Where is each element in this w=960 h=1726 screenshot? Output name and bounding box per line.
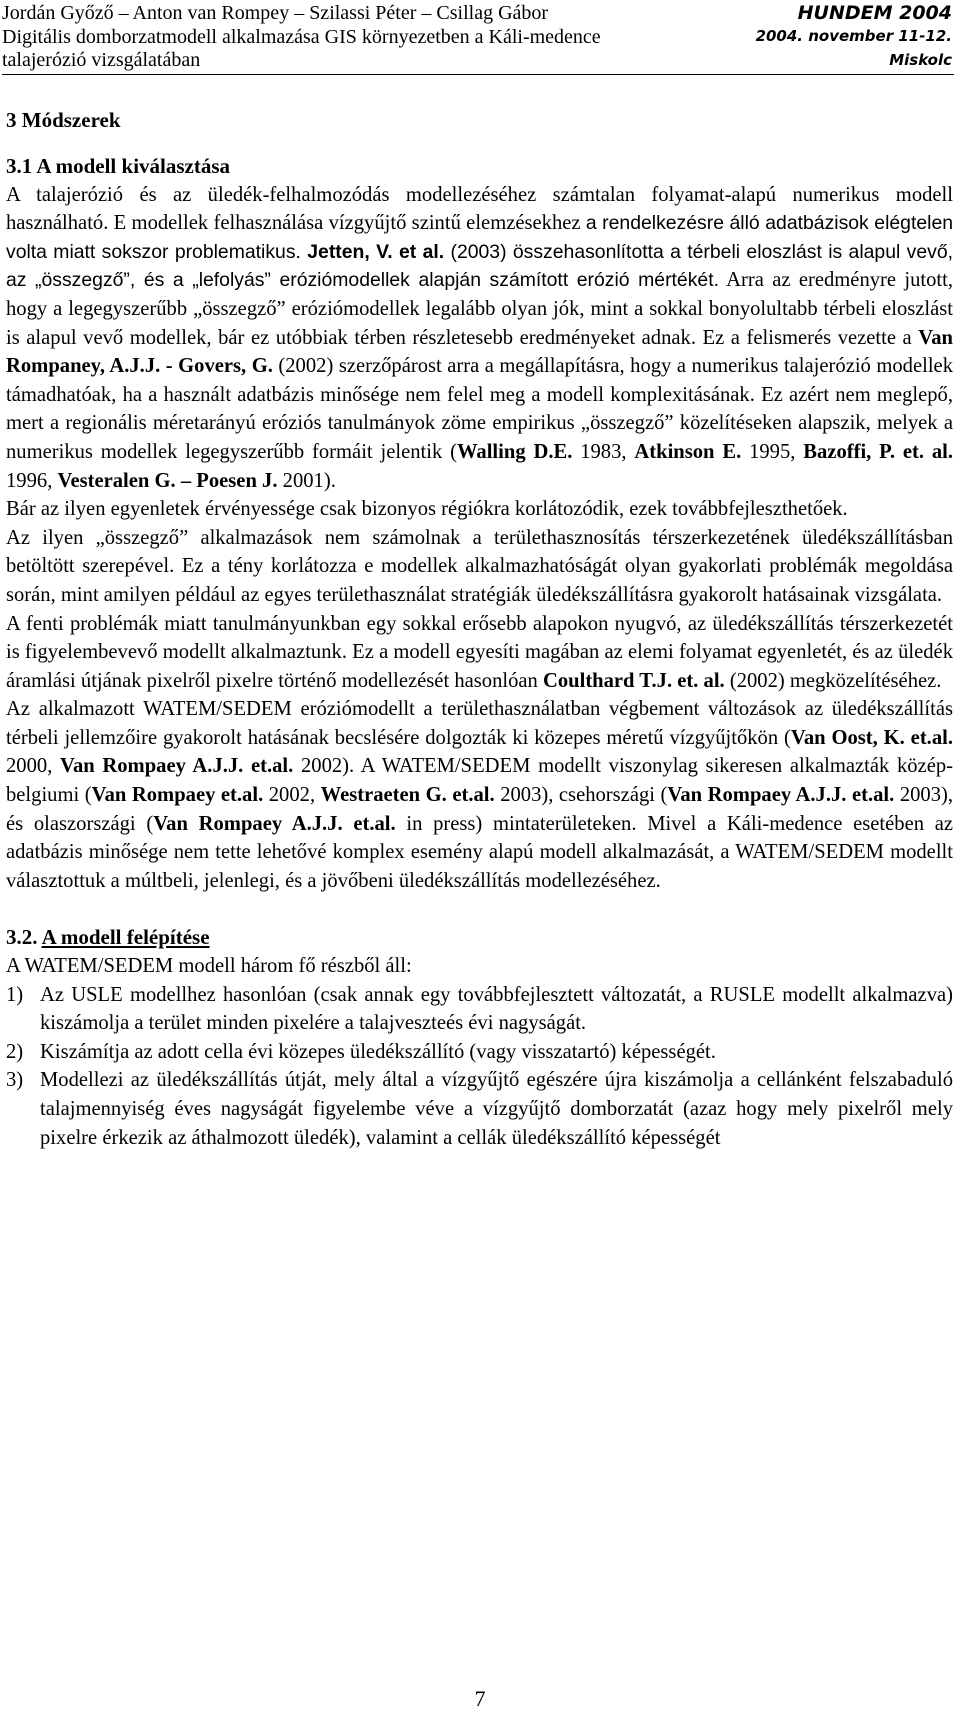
spacer [6, 895, 953, 923]
text-run: (2003) összehasonlította a térbeli eloszlást is alapul vevő, az „összegző”, és a „lefolyás” eróziómodellek alapján számított erózió mértékét. [6, 240, 953, 292]
paragraph: Bár az ilyen egyenletek érvényessége csak bizonyos régiókra korlátozódik, ezek továbbfejleszthetőek. [6, 498, 848, 521]
paragraph [6, 610, 953, 696]
list-item [6, 1066, 953, 1152]
citation: Van Rompaey A.J.J. et.al. [153, 812, 396, 835]
text-run: 2002). A WATEM/SEDEM modellt viszonylag sikeresen alkalmazták közép-belgiumi ( [6, 755, 953, 807]
list-text: Az USLE modellhez hasonlóan (csak annak egy továbbfejlesztett változatát, a RUSLE modellt alkalmazva) kiszámolja a terület minden pixelére a talajveszteés évi nagyságát. [40, 983, 953, 1035]
text-run: A fenti problémák miatt tanulmányunkban egy sokkal erősebb alapokon nyugvó, az üledékszállítás térszerkezetét is figyelembevevő modellt alkalmaztunk. Ez a modell egyesíti magában az elemi folyamat egyenletét, és az üledék áramlási útjának pixelről pixelre történő modellezését hasonlóan [6, 612, 953, 692]
list-text: Kiszámítja az adott cella évi közepes üledékszállító (vagy visszatartó) képességét. [40, 1040, 716, 1063]
text-run: (2002) szerzőpárost arra a megállapításra, hogy a numerikus talajerózió modellek támadhatóak, ha a használt adatbázis minősége nem felel meg a modell komplexitásának. Ez azért nem meglepő, mert a regionális méretarányú eróziós tanulmányok zöme empirikus „összegző” közelítéseken alapszik, melyek a numerikus modellek legegyszerűbb formáit jelentik ( [6, 355, 953, 463]
page-number: 7 [474, 1686, 486, 1711]
text-run: 2003), csehországi ( [494, 784, 668, 807]
paragraph [6, 695, 953, 895]
conference-name: HUNDEM 2004 [797, 2, 952, 24]
citation: Vesteralen G. – Poesen J. [57, 469, 278, 492]
text-run: 2002, [263, 784, 321, 807]
citation: Bazoffi, P. et. al. [803, 440, 953, 463]
header-authors: Jordán Győző – Anton van Rompey – Szilassi Péter – Csillag Gábor [2, 2, 549, 24]
citation: Van Rompaey A.J.J. et.al. [667, 784, 895, 807]
text-run: (2002) megközelítéséhez. [724, 669, 942, 692]
list-text: Modellezi az üledékszállítás útját, mely által a vízgyűjtő egészére újra kiszámolja a cellánként felszabaduló talajmennyiség éves nagyságát figyelembe véve a vízgyűjtő domborzatát (azaz hogy mely pixelről mely pixelre érkezik az áthalmozott üledék), valamint a cellák üledékszállító képességét [40, 1069, 953, 1149]
text-run: 2003), és olaszországi ( [6, 784, 954, 835]
text-run: 2000, [6, 755, 60, 778]
subsection-number: 3.2. [6, 925, 42, 950]
text-run: 1983, [572, 440, 635, 463]
component-list [6, 981, 953, 1153]
header-title-line2: talajerózió vizsgálatában [2, 49, 201, 71]
text-run: Az alkalmazott WATEM/SEDEM eróziómodellt a területhasználatban végbement változások az üledékszállítás térbeli jellemzőire gyakorolt hatásának becslésére dolgozták ki közepes méretű vízgyűjtőkön ( [6, 698, 953, 749]
text-run: a rendelkezésre álló adatbázisok elégtelen volta miatt sokszor problematikus. [6, 212, 954, 263]
citation: Atkinson E. [634, 440, 742, 463]
text-run: 2001). [277, 469, 336, 492]
paragraph: A WATEM/SEDEM modell három fő részből áll: [6, 955, 412, 978]
citation: Westraeten G. et.al. [320, 784, 495, 807]
paragraph: Az ilyen „összegző” alkalmazások nem számolnak a területhasznosítás térszerkezetének üledékszállításban betöltött szerepével. Ez a tény korlátozza e modellek alkalmazhatóságát olyan gyakorlati problémák megoldása során, mint amilyen például az egyes területhasználat stratégiák üledékszállításra gyakorolt hatásainak vizsgálata. [6, 526, 953, 606]
header-conference [756, 2, 952, 72]
paragraph [6, 181, 953, 496]
list-number: 2) [6, 1040, 24, 1063]
section-title: 3 Módszerek [6, 108, 121, 132]
list-number: 1) [6, 983, 24, 1006]
citation: Van Oost, K. et.al. [790, 726, 953, 749]
list-number: 3) [6, 1069, 24, 1092]
page-header [0, 0, 960, 76]
list-item [6, 1038, 953, 1067]
header-divider [2, 74, 954, 75]
header-title-line1: Digitális domborzatmodell alkalmazása GIS környezetben a Káli-medence [2, 25, 601, 48]
conference-city: Miskolc [889, 50, 952, 69]
text-run: 1995, [741, 440, 804, 463]
citation: Van Rompaey A.J.J. et.al. [60, 755, 294, 778]
page-body [6, 106, 953, 1152]
citation: Coulthard T.J. et. al. [542, 669, 725, 692]
text-run: 1996, [6, 469, 58, 492]
citation: Van Rompaney, A.J.J. - Govers, G. [6, 326, 953, 378]
subsection-title-text: A modell felépítése [41, 925, 210, 950]
text-run: Arra az eredményre jutott, hogy a legegyszerűbb „összegző” eróziómodellek legalább olyan jók, mint a sokkal bonyolultabb térbeli eloszlást is alapul vevő modellek, bár ez utóbbiak térben részletesebb eredményeket adnak. Ez a felismerés vezette a [6, 269, 953, 349]
citation: Walling D.E. [456, 440, 573, 463]
subsection-title [6, 923, 953, 952]
citation: Van Rompaey et.al. [91, 784, 264, 807]
subsection-title: 3.1 A modell kiválasztása [6, 154, 231, 178]
text-run: A talajerózió és az üledék-felhalmozódás modellezéséhez számtalan folyamat-alapú numerikus modell használható. E modellek felhasználása vízgyűjtő szintű elemzésekhez [6, 183, 953, 235]
text-run: in press) mintaterületeken. Mivel a Káli-medence esetében az adatbázis minősége nem tette lehetővé komplex esemény alapú modell alkalmazását, a WATEM/SEDEM modellt választottuk a múltbeli, jelenlegi, és a jövőbeni üledékszállítás modellezéséhez. [6, 812, 954, 892]
header-citation [2, 2, 601, 73]
citation: Jetten, V. et al. [307, 240, 445, 263]
list-item [6, 981, 953, 1038]
conference-date: 2004. november 11-12. [755, 27, 952, 45]
